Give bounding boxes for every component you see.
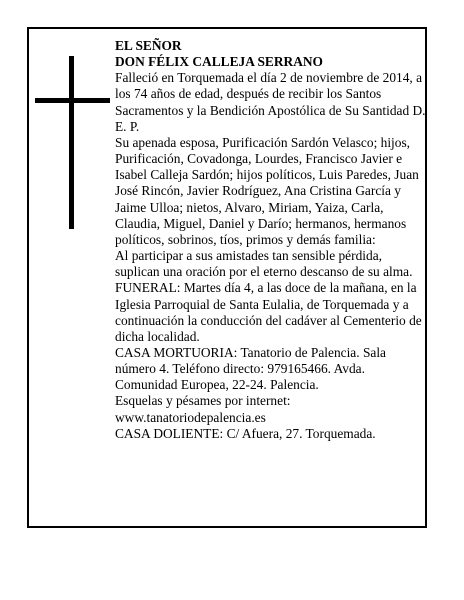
notice-heading-title: EL SEÑOR [115, 38, 182, 53]
family-list: Su apenada esposa, Purificación Sardón Velasco; hijos, Purificación, Covadonga, Lourdes, Francisco Javier e Isabel Calleja Sardón; hijos políticos, Luis Paredes, Juan José Rincón, Javier Rodríguez, Ana Cristina García y Jaime Ulloa; nietos, Alvaro, Miriam, Yaiza, Carla, Claudia, Miguel, Daniel y Darío; hermanos, hermanos políticos, sobrinos, tíos, primos y demás familia: [115, 134, 419, 247]
death-announcement: Falleció en Torquemada el día 2 de noviembre de 2014, a los 74 años de edad, después de recibir los Santos Sacramentos y la Bendición Apostólica de Su Santidad D. E. P. [115, 70, 426, 134]
cross-horizontal-bar [35, 98, 110, 103]
notice-text [115, 38, 427, 442]
funeral-home-details: CASA MORTUORIA: Tanatorio de Palencia. Sala número 4. Teléfono directo: 979165466. Avda. Comunidad Europea, 22-24. Palencia. [115, 344, 386, 393]
prayer-request: Al participar a sus amistades tan sensible pérdida, suplican una oración por el eterno descanso de su alma. [115, 248, 413, 280]
obituary-notice [27, 27, 427, 528]
deceased-name: DON FÉLIX CALLEJA SERRANO [115, 54, 323, 70]
family-home-address: CASA DOLIENTE: C/ Afuera, 27. Torquemada. [115, 425, 376, 441]
online-condolences: Esquelas y pésames por internet: www.tanatoriodepalencia.es [115, 393, 291, 425]
funeral-details: FUNERAL: Martes día 4, a las doce de la mañana, en la Iglesia Parroquial de Santa Eulalia, de Torquemada y a continuación la conducción del cadáver al Cementerio de dicha localidad. [115, 280, 422, 344]
cross-vertical-bar [69, 56, 74, 229]
cross-icon [35, 56, 110, 229]
